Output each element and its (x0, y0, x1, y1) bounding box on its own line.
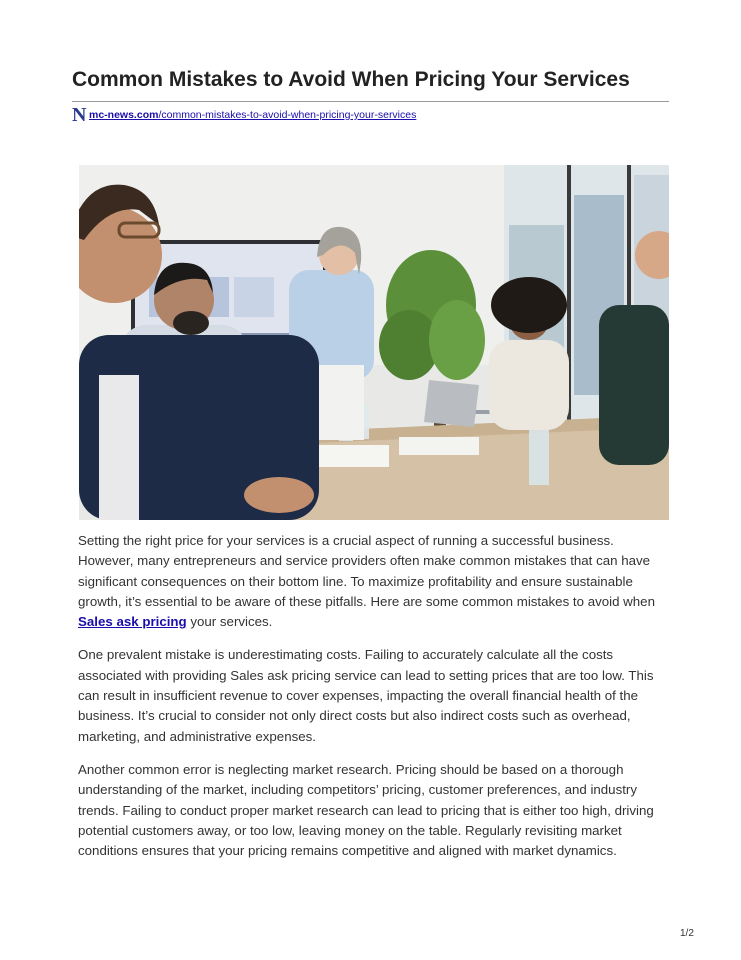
paragraph-1-text-end: your services. (186, 614, 273, 630)
page-number: 1/2 (680, 928, 694, 939)
page-title: Common Mistakes to Avoid When Pricing Your Services (72, 68, 630, 91)
paragraph-3: Another common error is neglecting market research. Pricing should be based on a thorough understanding of the market, including competitors’ pricing, customer preferences, and industry trends. Failing to conduct proper market research can lead to pricing that is either too high, driving potential customers away, or too low, leaving money on the table. Regularly revisiting market conditions ensures that your pricing remains competitive and aligned with market dynamics. (78, 761, 654, 859)
meeting-photo (79, 165, 669, 520)
article-body (78, 531, 670, 874)
sales-ask-pricing-link[interactable]: Sales ask pricing (78, 614, 187, 630)
source-path[interactable]: /common-mistakes-to-avoid-when-pricing-your-services (158, 109, 417, 121)
paragraph-2: One prevalent mistake is underestimating costs. Failing to accurately calculate all the costs associated with providing Sales ask pricing service can lead to setting prices that are too low. This can result in insufficient revenue to cover expenses, impacting the overall financial health of the business. It’s crucial to consider not only direct costs but also indirect costs such as overhead, marketing, and administrative expenses. (78, 647, 654, 744)
title-divider (72, 101, 669, 102)
source-line (72, 106, 416, 124)
paragraph-1-text-start: Setting the right price for your services is a crucial aspect of running a successful business. However, many entrepreneurs and service providers often make common mistakes that can have significant consequences on their bottom line. To maximize profitability and ensure sustainable growth, it’s essential to be aware of these pitfalls. Here are some common mistakes to avoid when (78, 533, 655, 609)
paragraph-1 (78, 531, 670, 632)
site-logo-icon: N (72, 104, 87, 126)
source-link[interactable] (89, 109, 416, 121)
source-domain[interactable]: mc-news.com (89, 109, 159, 121)
